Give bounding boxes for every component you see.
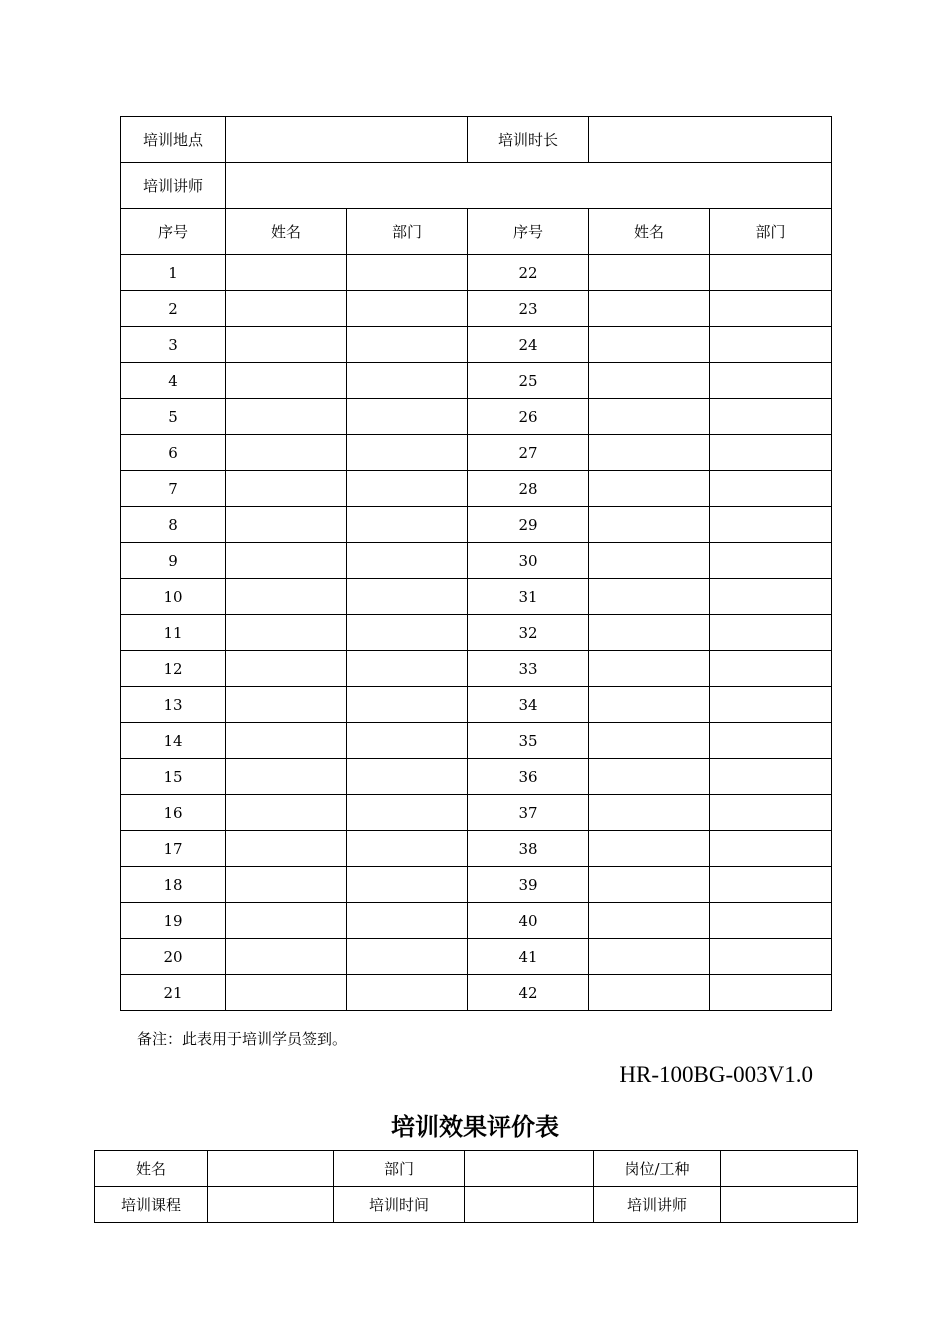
attendee-department-field[interactable] xyxy=(347,759,468,795)
remark-note: 备注：此表用于培训学员签到。 xyxy=(137,1030,348,1048)
attendee-name-field[interactable] xyxy=(226,363,347,399)
table-row xyxy=(121,903,832,939)
attendee-name-field[interactable] xyxy=(589,255,710,291)
attendee-department-field[interactable] xyxy=(710,867,832,903)
attendee-name-field[interactable] xyxy=(226,759,347,795)
attendee-name-field[interactable] xyxy=(226,903,347,939)
attendee-department-field[interactable] xyxy=(710,795,832,831)
row-index: 37 xyxy=(468,795,589,831)
row-index: 26 xyxy=(468,399,589,435)
attendee-department-field[interactable] xyxy=(347,543,468,579)
attendee-department-field[interactable] xyxy=(347,651,468,687)
row-index: 4 xyxy=(121,363,226,399)
row-index: 25 xyxy=(468,363,589,399)
attendee-name-field[interactable] xyxy=(589,939,710,975)
attendee-name-field[interactable] xyxy=(589,831,710,867)
attendee-department-field[interactable] xyxy=(347,435,468,471)
column-header-row xyxy=(121,209,832,255)
attendee-name-field[interactable] xyxy=(226,471,347,507)
duration-label: 培训时长 xyxy=(468,117,589,163)
attendee-name-field[interactable] xyxy=(589,291,710,327)
table-row xyxy=(121,831,832,867)
evaluation-info-table xyxy=(94,1150,858,1223)
attendee-name-field[interactable] xyxy=(226,651,347,687)
attendee-name-field[interactable] xyxy=(589,543,710,579)
attendee-name-field[interactable] xyxy=(589,327,710,363)
attendee-department-field[interactable] xyxy=(347,507,468,543)
attendee-department-field[interactable] xyxy=(347,327,468,363)
table-row xyxy=(121,615,832,651)
row-index: 12 xyxy=(121,651,226,687)
duration-field[interactable] xyxy=(589,117,832,163)
row-index: 2 xyxy=(121,291,226,327)
attendee-name-field[interactable] xyxy=(589,687,710,723)
attendee-department-field[interactable] xyxy=(347,579,468,615)
row-index: 42 xyxy=(468,975,589,1011)
attendee-name-field[interactable] xyxy=(589,903,710,939)
attendee-department-field[interactable] xyxy=(710,255,832,291)
position-label: 岗位/工种 xyxy=(594,1151,721,1187)
header-name: 姓名 xyxy=(589,209,710,255)
header-department: 部门 xyxy=(710,209,832,255)
attendee-name-field[interactable] xyxy=(589,867,710,903)
attendee-name-field[interactable] xyxy=(589,975,710,1011)
attendee-name-field[interactable] xyxy=(226,795,347,831)
attendee-department-field[interactable] xyxy=(347,255,468,291)
row-index: 13 xyxy=(121,687,226,723)
attendee-name-field[interactable] xyxy=(589,759,710,795)
row-index: 18 xyxy=(121,867,226,903)
row-index: 14 xyxy=(121,723,226,759)
attendee-department-field[interactable] xyxy=(347,795,468,831)
department-label: 部门 xyxy=(334,1151,465,1187)
row-index: 31 xyxy=(468,579,589,615)
name-label: 姓名 xyxy=(95,1151,208,1187)
table-row xyxy=(121,471,832,507)
sign-in-table xyxy=(120,116,832,1011)
row-index: 35 xyxy=(468,723,589,759)
attendee-name-field[interactable] xyxy=(589,615,710,651)
table-row xyxy=(121,579,832,615)
attendee-department-field[interactable] xyxy=(710,651,832,687)
attendee-department-field[interactable] xyxy=(347,903,468,939)
table-row xyxy=(121,507,832,543)
row-index: 7 xyxy=(121,471,226,507)
attendee-department-field[interactable] xyxy=(347,687,468,723)
department-field[interactable] xyxy=(465,1151,594,1187)
position-field[interactable] xyxy=(721,1151,858,1187)
table-row xyxy=(121,291,832,327)
table-row xyxy=(121,687,832,723)
row-index: 34 xyxy=(468,687,589,723)
attendee-name-field[interactable] xyxy=(226,255,347,291)
row-index: 29 xyxy=(468,507,589,543)
attendee-department-field[interactable] xyxy=(710,327,832,363)
attendee-name-field[interactable] xyxy=(226,435,347,471)
attendee-department-field[interactable] xyxy=(710,831,832,867)
attendee-name-field[interactable] xyxy=(226,975,347,1011)
course-label: 培训课程 xyxy=(95,1187,208,1223)
attendee-name-field[interactable] xyxy=(589,471,710,507)
table-row xyxy=(121,795,832,831)
location-label: 培训地点 xyxy=(121,117,226,163)
attendee-department-field[interactable] xyxy=(347,399,468,435)
attendee-name-field[interactable] xyxy=(589,363,710,399)
attendee-department-field[interactable] xyxy=(347,975,468,1011)
table-row xyxy=(121,723,832,759)
row-index: 5 xyxy=(121,399,226,435)
row-index: 11 xyxy=(121,615,226,651)
table-row xyxy=(121,363,832,399)
course-field[interactable] xyxy=(208,1187,334,1223)
table-row xyxy=(121,975,832,1011)
attendee-name-field[interactable] xyxy=(226,939,347,975)
table-row xyxy=(121,327,832,363)
row-index: 15 xyxy=(121,759,226,795)
location-field[interactable] xyxy=(226,117,468,163)
attendee-department-field[interactable] xyxy=(347,363,468,399)
attendee-department-field[interactable] xyxy=(347,939,468,975)
row-index: 39 xyxy=(468,867,589,903)
attendee-department-field[interactable] xyxy=(710,471,832,507)
attendee-name-field[interactable] xyxy=(589,651,710,687)
trainer-label: 培训讲师 xyxy=(121,163,226,209)
row-index: 40 xyxy=(468,903,589,939)
attendee-name-field[interactable] xyxy=(226,579,347,615)
table-row xyxy=(121,399,832,435)
evaluation-title: 培训效果评价表 xyxy=(391,1112,559,1141)
attendee-department-field[interactable] xyxy=(710,903,832,939)
table-row xyxy=(121,651,832,687)
attendee-name-field[interactable] xyxy=(226,291,347,327)
attendee-name-field[interactable] xyxy=(226,327,347,363)
row-index: 23 xyxy=(468,291,589,327)
attendee-department-field[interactable] xyxy=(347,867,468,903)
attendee-name-field[interactable] xyxy=(226,723,347,759)
eval-trainer-label: 培训讲师 xyxy=(594,1187,721,1223)
row-index: 21 xyxy=(121,975,226,1011)
attendee-name-field[interactable] xyxy=(226,399,347,435)
time-label: 培训时间 xyxy=(334,1187,465,1223)
row-index: 6 xyxy=(121,435,226,471)
attendee-name-field[interactable] xyxy=(226,867,347,903)
name-field[interactable] xyxy=(208,1151,334,1187)
header-index: 序号 xyxy=(121,209,226,255)
row-index: 10 xyxy=(121,579,226,615)
attendee-department-field[interactable] xyxy=(347,723,468,759)
attendee-name-field[interactable] xyxy=(589,723,710,759)
attendee-department-field[interactable] xyxy=(710,759,832,795)
row-index: 19 xyxy=(121,903,226,939)
attendee-name-field[interactable] xyxy=(226,507,347,543)
row-index: 32 xyxy=(468,615,589,651)
row-index: 36 xyxy=(468,759,589,795)
row-index: 9 xyxy=(121,543,226,579)
attendee-department-field[interactable] xyxy=(710,939,832,975)
attendee-department-field[interactable] xyxy=(710,723,832,759)
attendee-department-field[interactable] xyxy=(347,615,468,651)
attendee-department-field[interactable] xyxy=(710,975,832,1011)
attendee-name-field[interactable] xyxy=(589,507,710,543)
attendee-department-field[interactable] xyxy=(710,363,832,399)
table-row xyxy=(121,543,832,579)
attendee-department-field[interactable] xyxy=(710,579,832,615)
row-index: 33 xyxy=(468,651,589,687)
row-index: 20 xyxy=(121,939,226,975)
table-row xyxy=(121,435,832,471)
attendee-name-field[interactable] xyxy=(589,399,710,435)
row-index: 38 xyxy=(468,831,589,867)
table-row xyxy=(121,255,832,291)
attendee-department-field[interactable] xyxy=(347,471,468,507)
row-index: 17 xyxy=(121,831,226,867)
trainer-field[interactable] xyxy=(226,163,832,209)
row-index: 27 xyxy=(468,435,589,471)
header-index: 序号 xyxy=(468,209,589,255)
attendee-name-field[interactable] xyxy=(589,795,710,831)
time-field[interactable] xyxy=(465,1187,594,1223)
attendee-department-field[interactable] xyxy=(710,435,832,471)
row-index: 41 xyxy=(468,939,589,975)
row-index: 8 xyxy=(121,507,226,543)
attendee-department-field[interactable] xyxy=(710,399,832,435)
row-index: 1 xyxy=(121,255,226,291)
document-code: HR-100BG-003V1.0 xyxy=(619,1062,813,1087)
attendee-department-field[interactable] xyxy=(710,507,832,543)
row-index: 16 xyxy=(121,795,226,831)
table-row xyxy=(121,939,832,975)
row-index: 22 xyxy=(468,255,589,291)
attendee-name-field[interactable] xyxy=(589,435,710,471)
header-name: 姓名 xyxy=(226,209,347,255)
row-index: 28 xyxy=(468,471,589,507)
row-index: 24 xyxy=(468,327,589,363)
attendee-department-field[interactable] xyxy=(710,615,832,651)
attendee-department-field[interactable] xyxy=(710,291,832,327)
attendee-name-field[interactable] xyxy=(226,687,347,723)
table-row xyxy=(121,867,832,903)
attendee-name-field[interactable] xyxy=(226,831,347,867)
row-index: 30 xyxy=(468,543,589,579)
header-department: 部门 xyxy=(347,209,468,255)
attendee-name-field[interactable] xyxy=(226,543,347,579)
attendee-name-field[interactable] xyxy=(589,579,710,615)
row-index: 3 xyxy=(121,327,226,363)
attendee-department-field[interactable] xyxy=(347,831,468,867)
table-row xyxy=(121,759,832,795)
attendee-name-field[interactable] xyxy=(226,615,347,651)
attendee-department-field[interactable] xyxy=(710,687,832,723)
attendee-department-field[interactable] xyxy=(347,291,468,327)
attendee-department-field[interactable] xyxy=(710,543,832,579)
eval-trainer-field[interactable] xyxy=(721,1187,858,1223)
